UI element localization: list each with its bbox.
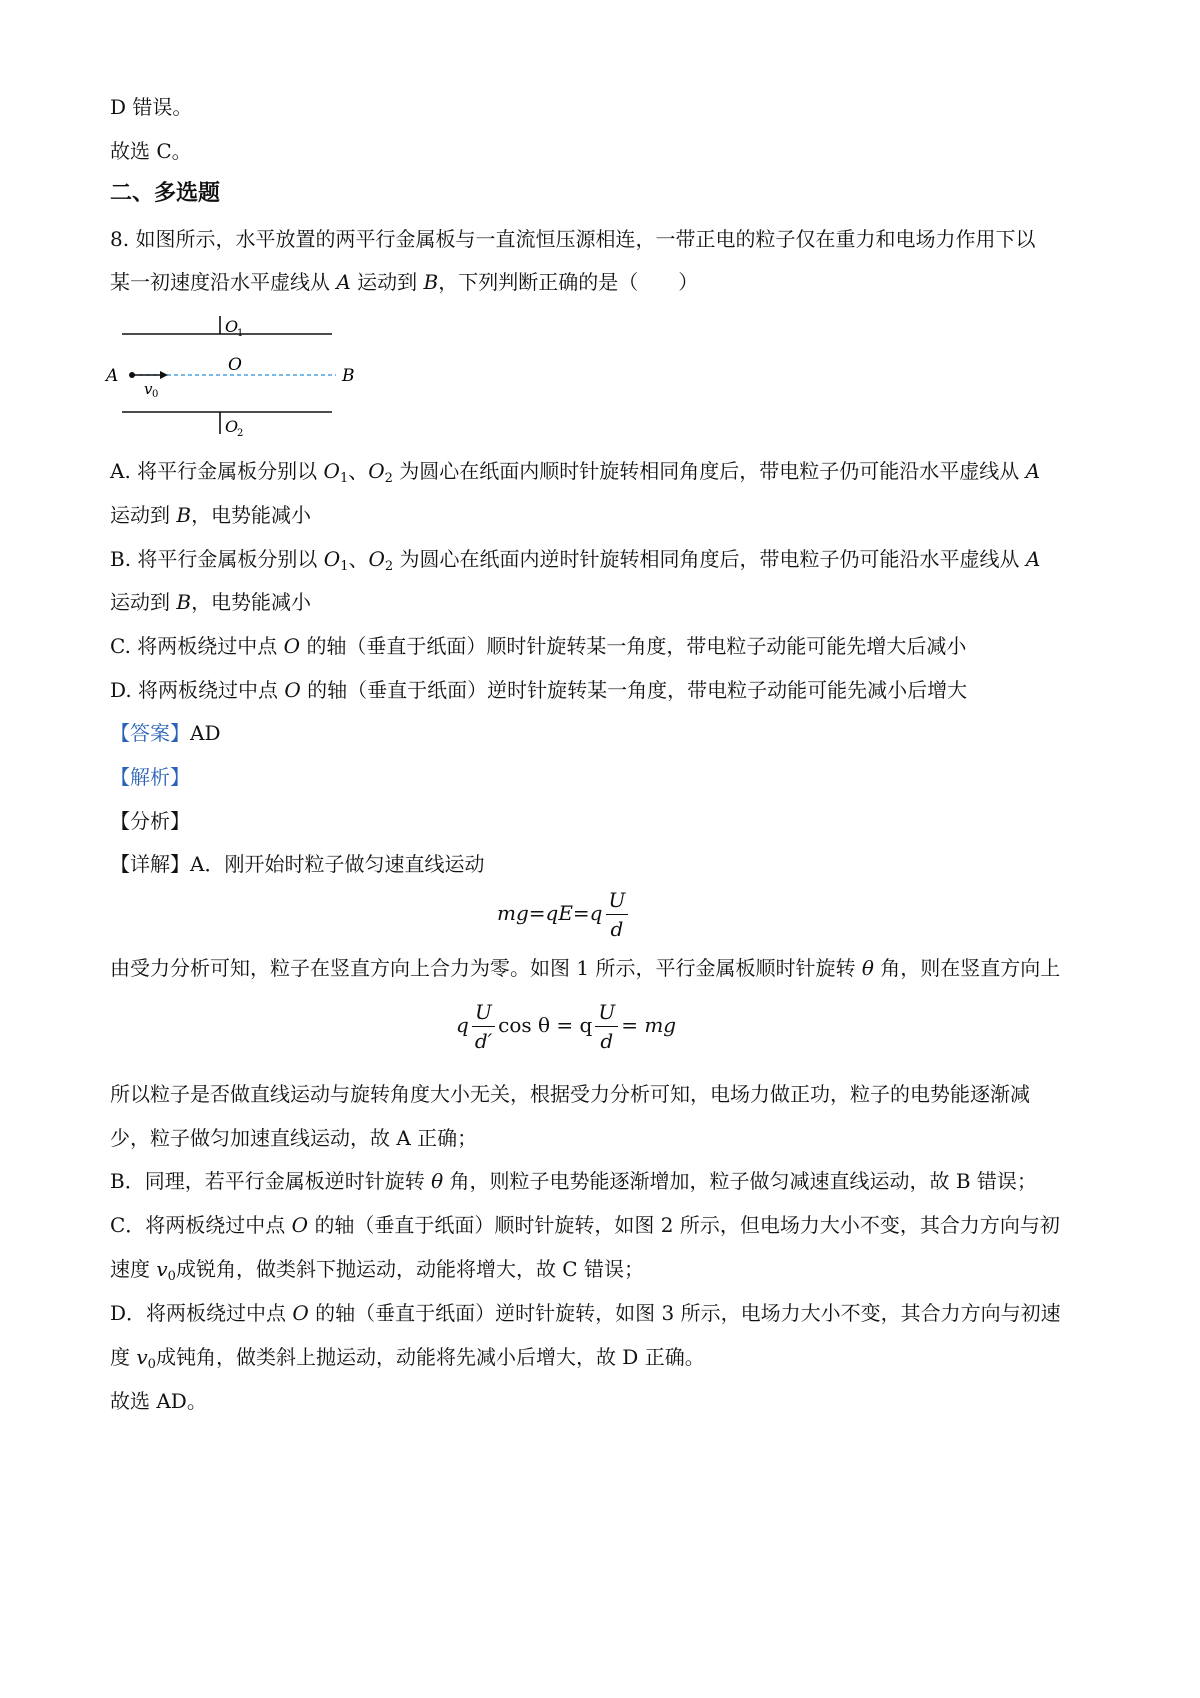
final-answer: 故选 AD。 (110, 1389, 207, 1413)
text-line: 度 $v_0$成钝角，做类斜上抛运动，动能将先减小后增大，故 D 正确。 (110, 1345, 705, 1372)
question-text: 某一初速度沿水平虚线从 A 运动到 B，下列判断正确的是（ ） (110, 270, 699, 294)
detail-line: 【详解】A．刚开始时粒子做匀速直线运动 (110, 852, 485, 876)
plates-figure (100, 312, 360, 442)
option-b: 运动到 B，电势能减小 (110, 590, 312, 614)
label-o2-sub: 2 (237, 428, 244, 439)
answer-value: AD (190, 721, 221, 745)
text-line: B．同理，若平行金属板逆时针旋转 θ 角，则粒子电势能逐渐增加，粒子做匀减速直线运动，故 B 错误； (110, 1169, 1037, 1193)
answer-tag: 【答案】 (110, 721, 190, 745)
option-c: C. 将两板绕过中点 O 的轴（垂直于纸面）顺时针旋转某一角度，带电粒子动能可能先增大后减小 (110, 634, 967, 658)
text-line: C．将两板绕过中点 O 的轴（垂直于纸面）顺时针旋转，如图 2 所示，但电场力大小不变，其合力方向与初 (110, 1213, 1060, 1237)
label-v0-sub: 0 (152, 389, 159, 400)
option-b: B. 将平行金属板分别以 $O_1$、$O_2$ 为圆心在纸面内逆时针旋转相同角度后，带电粒子仍可能沿水平虚线从 A (110, 547, 1041, 574)
option-d: D. 将两板绕过中点 O 的轴（垂直于纸面）逆时针旋转某一角度，带电粒子动能可能先减小后增大 (110, 678, 968, 702)
label-v0: v (144, 380, 153, 398)
text-line: 少，粒子做匀加速直线运动，故 A 正确； (110, 1126, 478, 1150)
text-line: 速度 $v_0$成锐角，做类斜下抛运动，动能将增大，故 C 错误； (110, 1257, 644, 1284)
section-heading: 二、多选题 (110, 181, 221, 206)
text-line: 故选 C。 (110, 139, 192, 163)
label-o: O (228, 355, 242, 375)
label-a: A (106, 366, 119, 386)
question-text: 8. 如图所示，水平放置的两平行金属板与一直流恒压源相连，一带正电的粒子仅在重力和电场力作用下以 (110, 227, 1036, 251)
fenxi-tag: 【分析】 (110, 809, 190, 833)
label-o1-sub: 1 (237, 328, 244, 339)
option-a: 运动到 B，电势能减小 (110, 503, 312, 527)
equation-2: q $\frac{U}{d'}$ cos θ = q $\frac{U}{d}$ = mg (456, 1000, 677, 1053)
label-o1: O (225, 317, 239, 336)
label-b: B (342, 366, 355, 386)
text-line: 所以粒子是否做直线运动与旋转角度大小无关，根据受力分析可知，电场力做正功，粒子的电势能逐渐减 (110, 1082, 1030, 1106)
text-line: D．将两板绕过中点 O 的轴（垂直于纸面）逆时针旋转，如图 3 所示，电场力大小不变，其合力方向与初速 (110, 1301, 1061, 1325)
text-line: 由受力分析可知，粒子在竖直方向上合力为零。如图 1 所示，平行金属板顺时针旋转 θ 角，则在竖直方向上 (110, 956, 1061, 980)
answer-line (110, 720, 220, 746)
equation-1: mg=qE=q $\frac{U}{d}$ (497, 888, 631, 941)
option-a: A. 将平行金属板分别以 $O_1$、$O_2$ 为圆心在纸面内顺时针旋转相同角度后，带电粒子仍可能沿水平虚线从 A (110, 459, 1041, 486)
text-line: D 错误。 (110, 95, 193, 119)
arrow-head (160, 371, 168, 379)
label-o2: O (225, 417, 239, 436)
analysis-tag: 【解析】 (110, 765, 190, 789)
